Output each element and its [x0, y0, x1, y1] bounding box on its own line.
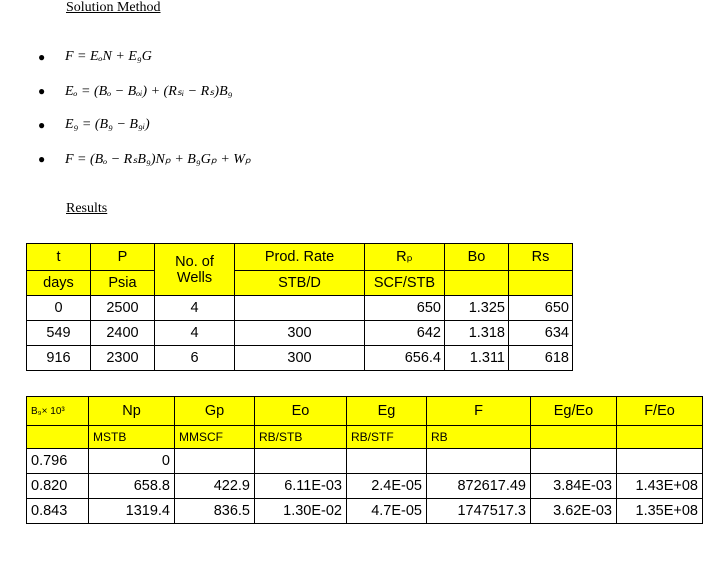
equation-text: F = (Bₒ − RₛB₉)Nₚ + B₉Gₚ + Wₚ — [65, 151, 251, 167]
table-row — [27, 296, 573, 321]
table-cell: 3.62E-03 — [531, 499, 617, 524]
table-cell: 0.820 — [27, 474, 89, 499]
header-p: P — [91, 244, 155, 271]
header-wells: No. of Wells — [155, 244, 235, 296]
table-cell — [255, 449, 347, 474]
table-cell: 650 — [509, 296, 573, 321]
table-cell: 2500 — [91, 296, 155, 321]
table-cell: 6 — [155, 346, 235, 371]
table-cell: 300 — [235, 346, 365, 371]
table-cell: 2.4E-05 — [347, 474, 427, 499]
table-cell — [235, 296, 365, 321]
equation-item — [38, 142, 251, 176]
table-cell: 1747517.3 — [427, 499, 531, 524]
table-unit-row — [27, 426, 703, 449]
equation-item — [38, 74, 251, 108]
header-rate: Prod. Rate — [235, 244, 365, 271]
solution-method-heading: Solution Method — [66, 0, 161, 15]
unit-rate: STB/D — [235, 271, 365, 296]
table-cell: 872617.49 — [427, 474, 531, 499]
unit-bo — [445, 271, 509, 296]
table-cell: 916 — [27, 346, 91, 371]
table-cell: 1.30E-02 — [255, 499, 347, 524]
table-row — [27, 321, 573, 346]
table-header-row — [27, 397, 703, 426]
header-bg: B₉× 10³ — [27, 397, 89, 426]
table-cell: 656.4 — [365, 346, 445, 371]
unit-cell — [617, 426, 703, 449]
table-cell: 4 — [155, 321, 235, 346]
header-gp: Gp — [175, 397, 255, 426]
header-rp: Rₚ — [365, 244, 445, 271]
table-cell: 0 — [89, 449, 175, 474]
table-cell — [347, 449, 427, 474]
bullet-icon: ● — [38, 83, 46, 98]
table-cell: 0 — [27, 296, 91, 321]
header-bo: Bo — [445, 244, 509, 271]
unit-rs — [509, 271, 573, 296]
table-cell: 1.43E+08 — [617, 474, 703, 499]
table-cell: 300 — [235, 321, 365, 346]
equation-text: E₉ = (B₉ − B₉ᵢ) — [65, 117, 150, 132]
table-row — [27, 474, 703, 499]
header-eg-eo: Eg/Eo — [531, 397, 617, 426]
table-cell: 1.35E+08 — [617, 499, 703, 524]
results-heading: Results — [66, 201, 108, 216]
table-row — [27, 346, 573, 371]
table-cell: 642 — [365, 321, 445, 346]
table-cell — [531, 449, 617, 474]
table-cell: 4.7E-05 — [347, 499, 427, 524]
equation-text: Eₒ = (Bₒ − Bₒᵢ) + (Rₛᵢ − Rₛ)B₉ — [65, 83, 233, 99]
header-f-eo: F/Eo — [617, 397, 703, 426]
unit-cell: MSTB — [89, 426, 175, 449]
table-cell: 549 — [27, 321, 91, 346]
table-cell: 422.9 — [175, 474, 255, 499]
bullet-icon: ● — [38, 151, 46, 166]
table-cell: 2300 — [91, 346, 155, 371]
equation-text: F = EₒN + E₉G — [65, 49, 152, 64]
unit-cell: RB/STB — [255, 426, 347, 449]
table-cell: 6.11E-03 — [255, 474, 347, 499]
table-cell: 3.84E-03 — [531, 474, 617, 499]
header-t: t — [27, 244, 91, 271]
table-cell: 1.318 — [445, 321, 509, 346]
table-cell: 650 — [365, 296, 445, 321]
table-cell: 2400 — [91, 321, 155, 346]
table-cell: 4 — [155, 296, 235, 321]
header-np: Np — [89, 397, 175, 426]
table-cell: 0.843 — [27, 499, 89, 524]
table-cell — [427, 449, 531, 474]
table-cell: 836.5 — [175, 499, 255, 524]
table-cell — [175, 449, 255, 474]
bullet-icon: ● — [38, 49, 46, 64]
header-f: F — [427, 397, 531, 426]
reservoir-data-table — [26, 243, 573, 371]
unit-rp: SCF/STB — [365, 271, 445, 296]
table-cell: 658.8 — [89, 474, 175, 499]
unit-p: Psia — [91, 271, 155, 296]
table-cell: 1319.4 — [89, 499, 175, 524]
table-row — [27, 449, 703, 474]
unit-cell: RB/STF — [347, 426, 427, 449]
table-cell: 0.796 — [27, 449, 89, 474]
header-rs: Rs — [509, 244, 573, 271]
equation-list — [38, 40, 251, 176]
material-balance-table — [26, 396, 703, 524]
table-cell: 634 — [509, 321, 573, 346]
equation-item — [38, 40, 251, 74]
table-row — [27, 499, 703, 524]
table-cell: 1.325 — [445, 296, 509, 321]
table-cell: 1.311 — [445, 346, 509, 371]
table-cell — [617, 449, 703, 474]
equation-item — [38, 108, 251, 142]
unit-cell: MMSCF — [175, 426, 255, 449]
table-unit-row — [27, 271, 573, 296]
header-eo: Eo — [255, 397, 347, 426]
bullet-icon: ● — [38, 117, 46, 132]
unit-cell: RB — [427, 426, 531, 449]
unit-t: days — [27, 271, 91, 296]
table-header-row — [27, 244, 573, 271]
unit-cell — [531, 426, 617, 449]
unit-cell — [27, 426, 89, 449]
table-cell: 618 — [509, 346, 573, 371]
header-eg: Eg — [347, 397, 427, 426]
